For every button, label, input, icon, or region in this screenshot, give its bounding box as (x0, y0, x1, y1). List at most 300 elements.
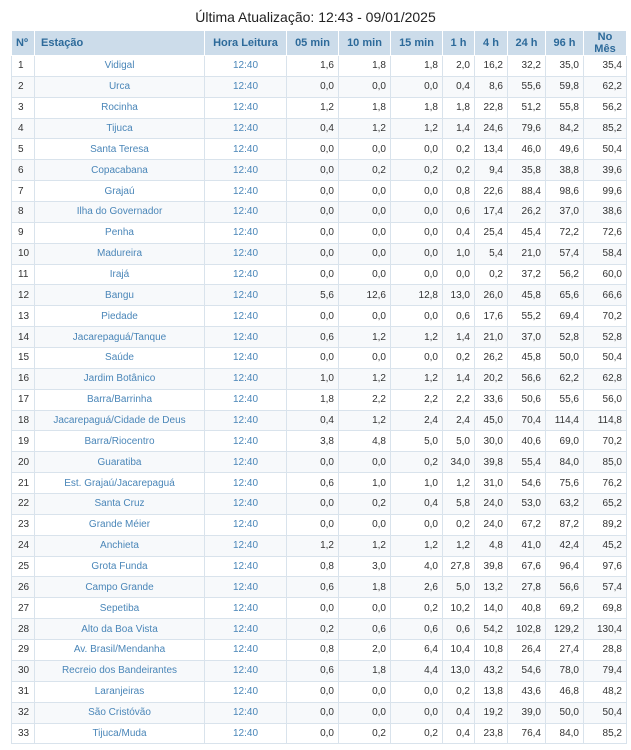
value-1h: 0,6 (443, 202, 475, 223)
value-24h: 67,2 (508, 514, 546, 535)
value-10min: 1,8 (339, 660, 391, 681)
value-5min: 5,6 (287, 285, 339, 306)
value-24h: 40,8 (508, 598, 546, 619)
read-time: 12:40 (205, 327, 287, 348)
value-96h: 69,0 (546, 431, 584, 452)
value-96h: 63,2 (546, 494, 584, 515)
value-5min: 1,6 (287, 56, 339, 77)
value-24h: 51,2 (508, 97, 546, 118)
value-96h: 42,4 (546, 535, 584, 556)
value-10min: 2,2 (339, 389, 391, 410)
value-4h: 39,8 (475, 556, 508, 577)
header-station: Estação (35, 31, 205, 56)
value-96h: 55,8 (546, 97, 584, 118)
value-5min: 0,6 (287, 577, 339, 598)
value-4h: 26,2 (475, 348, 508, 369)
row-number: 8 (12, 202, 35, 223)
table-row (12, 389, 627, 410)
value-96h: 56,2 (546, 264, 584, 285)
value-1h: 2,0 (443, 56, 475, 77)
station-name: Sepetiba (35, 598, 205, 619)
value-96h: 78,0 (546, 660, 584, 681)
read-time: 12:40 (205, 681, 287, 702)
value-1h: 0,2 (443, 514, 475, 535)
value-4h: 39,8 (475, 452, 508, 473)
table-row (12, 118, 627, 139)
value-1h: 13,0 (443, 660, 475, 681)
row-number: 30 (12, 660, 35, 681)
station-name: Campo Grande (35, 577, 205, 598)
value-4h: 43,2 (475, 660, 508, 681)
station-name: Alto da Boa Vista (35, 619, 205, 640)
value-1h: 10,4 (443, 640, 475, 661)
value-5min: 0,6 (287, 473, 339, 494)
row-number: 17 (12, 389, 35, 410)
value-10min: 0,0 (339, 306, 391, 327)
value-4h: 10,8 (475, 640, 508, 661)
station-name: Est. Grajaú/Jacarepaguá (35, 473, 205, 494)
value-5min: 1,0 (287, 368, 339, 389)
row-number: 7 (12, 181, 35, 202)
value-5min: 1,2 (287, 97, 339, 118)
value-5min: 0,0 (287, 348, 339, 369)
value-1h: 1,4 (443, 368, 475, 389)
value-4h: 25,4 (475, 222, 508, 243)
value-15min: 0,0 (391, 702, 443, 723)
table-header-row (12, 31, 627, 56)
table-row (12, 577, 627, 598)
row-number: 24 (12, 535, 35, 556)
value-24h: 45,8 (508, 348, 546, 369)
value-4h: 20,2 (475, 368, 508, 389)
value-month: 85,2 (584, 118, 627, 139)
value-96h: 46,8 (546, 681, 584, 702)
station-name: Copacabana (35, 160, 205, 181)
read-time: 12:40 (205, 202, 287, 223)
read-time: 12:40 (205, 598, 287, 619)
value-10min: 0,2 (339, 494, 391, 515)
value-10min: 0,0 (339, 702, 391, 723)
table-row (12, 598, 627, 619)
station-name: Piedade (35, 306, 205, 327)
value-10min: 0,0 (339, 243, 391, 264)
value-4h: 33,6 (475, 389, 508, 410)
value-4h: 22,6 (475, 181, 508, 202)
value-month: 56,0 (584, 389, 627, 410)
table-row (12, 681, 627, 702)
value-4h: 24,0 (475, 514, 508, 535)
table-row (12, 285, 627, 306)
value-24h: 54,6 (508, 473, 546, 494)
station-name: Laranjeiras (35, 681, 205, 702)
station-name: Recreio dos Bandeirantes (35, 660, 205, 681)
value-10min: 1,2 (339, 535, 391, 556)
value-month: 50,4 (584, 348, 627, 369)
value-month: 85,2 (584, 723, 627, 744)
value-96h: 59,8 (546, 76, 584, 97)
row-number: 33 (12, 723, 35, 744)
value-10min: 0,0 (339, 222, 391, 243)
station-name: Barra/Riocentro (35, 431, 205, 452)
value-4h: 30,0 (475, 431, 508, 452)
value-15min: 0,0 (391, 139, 443, 160)
value-5min: 0,0 (287, 681, 339, 702)
value-24h: 55,6 (508, 76, 546, 97)
value-96h: 57,4 (546, 243, 584, 264)
value-1h: 34,0 (443, 452, 475, 473)
value-month: 62,8 (584, 368, 627, 389)
table-row (12, 640, 627, 661)
table-row (12, 410, 627, 431)
value-1h: 5,0 (443, 577, 475, 598)
value-5min: 0,0 (287, 306, 339, 327)
value-15min: 0,0 (391, 243, 443, 264)
value-4h: 14,0 (475, 598, 508, 619)
row-number: 4 (12, 118, 35, 139)
value-month: 89,2 (584, 514, 627, 535)
value-4h: 22,8 (475, 97, 508, 118)
value-15min: 0,0 (391, 514, 443, 535)
value-month: 58,4 (584, 243, 627, 264)
value-month: 85,0 (584, 452, 627, 473)
value-24h: 67,6 (508, 556, 546, 577)
station-name: São Cristóvão (35, 702, 205, 723)
station-name: Santa Teresa (35, 139, 205, 160)
table-row (12, 306, 627, 327)
value-1h: 5,0 (443, 431, 475, 452)
row-number: 9 (12, 222, 35, 243)
value-10min: 2,0 (339, 640, 391, 661)
station-name: Grajaú (35, 181, 205, 202)
value-5min: 3,8 (287, 431, 339, 452)
value-10min: 1,8 (339, 97, 391, 118)
value-10min: 1,2 (339, 118, 391, 139)
value-month: 97,6 (584, 556, 627, 577)
table-row (12, 202, 627, 223)
value-4h: 21,0 (475, 327, 508, 348)
value-15min: 0,2 (391, 160, 443, 181)
value-month: 69,8 (584, 598, 627, 619)
value-24h: 32,2 (508, 56, 546, 77)
value-10min: 1,2 (339, 410, 391, 431)
value-4h: 13,2 (475, 577, 508, 598)
value-96h: 56,6 (546, 577, 584, 598)
station-name: Anchieta (35, 535, 205, 556)
value-4h: 8,6 (475, 76, 508, 97)
value-15min: 0,0 (391, 202, 443, 223)
value-24h: 46,0 (508, 139, 546, 160)
read-time: 12:40 (205, 514, 287, 535)
row-number: 16 (12, 368, 35, 389)
table-row (12, 97, 627, 118)
value-10min: 0,0 (339, 681, 391, 702)
read-time: 12:40 (205, 473, 287, 494)
value-24h: 102,8 (508, 619, 546, 640)
value-10min: 1,8 (339, 56, 391, 77)
value-month: 76,2 (584, 473, 627, 494)
value-24h: 45,8 (508, 285, 546, 306)
value-15min: 0,0 (391, 76, 443, 97)
value-4h: 13,8 (475, 681, 508, 702)
table-row (12, 535, 627, 556)
value-10min: 0,0 (339, 264, 391, 285)
value-96h: 75,6 (546, 473, 584, 494)
header-1h: 1 h (443, 31, 475, 56)
read-time: 12:40 (205, 723, 287, 744)
value-10min: 3,0 (339, 556, 391, 577)
row-number: 6 (12, 160, 35, 181)
value-5min: 0,0 (287, 76, 339, 97)
value-24h: 41,0 (508, 535, 546, 556)
value-96h: 62,2 (546, 368, 584, 389)
value-month: 79,4 (584, 660, 627, 681)
value-24h: 55,2 (508, 306, 546, 327)
read-time: 12:40 (205, 452, 287, 473)
value-10min: 0,0 (339, 76, 391, 97)
table-row (12, 348, 627, 369)
value-month: 114,8 (584, 410, 627, 431)
station-name: Av. Brasil/Mendanha (35, 640, 205, 661)
value-10min: 12,6 (339, 285, 391, 306)
read-time: 12:40 (205, 389, 287, 410)
value-24h: 54,6 (508, 660, 546, 681)
value-15min: 1,0 (391, 473, 443, 494)
value-5min: 0,0 (287, 723, 339, 744)
row-number: 3 (12, 97, 35, 118)
value-5min: 0,0 (287, 222, 339, 243)
value-15min: 12,8 (391, 285, 443, 306)
row-number: 27 (12, 598, 35, 619)
table-row (12, 139, 627, 160)
value-1h: 1,2 (443, 473, 475, 494)
value-10min: 0,0 (339, 348, 391, 369)
value-24h: 56,6 (508, 368, 546, 389)
row-number: 29 (12, 640, 35, 661)
value-96h: 84,0 (546, 723, 584, 744)
value-15min: 0,0 (391, 306, 443, 327)
station-name: Madureira (35, 243, 205, 264)
value-24h: 50,6 (508, 389, 546, 410)
row-number: 11 (12, 264, 35, 285)
value-15min: 4,0 (391, 556, 443, 577)
value-5min: 0,0 (287, 243, 339, 264)
value-1h: 0,4 (443, 723, 475, 744)
station-name: Jacarepaguá/Tanque (35, 327, 205, 348)
value-96h: 129,2 (546, 619, 584, 640)
value-15min: 0,0 (391, 264, 443, 285)
value-month: 66,6 (584, 285, 627, 306)
table-row (12, 56, 627, 77)
station-name: Tijuca (35, 118, 205, 139)
value-15min: 0,2 (391, 452, 443, 473)
value-96h: 52,8 (546, 327, 584, 348)
read-time: 12:40 (205, 410, 287, 431)
value-15min: 0,0 (391, 222, 443, 243)
value-24h: 35,8 (508, 160, 546, 181)
value-96h: 55,6 (546, 389, 584, 410)
value-5min: 0,0 (287, 264, 339, 285)
table-row (12, 452, 627, 473)
value-1h: 1,4 (443, 327, 475, 348)
header-24h: 24 h (508, 31, 546, 56)
value-15min: 0,4 (391, 494, 443, 515)
row-number: 2 (12, 76, 35, 97)
value-4h: 0,2 (475, 264, 508, 285)
value-month: 70,2 (584, 306, 627, 327)
header-month: No Mês (584, 31, 627, 56)
value-4h: 31,0 (475, 473, 508, 494)
value-96h: 84,2 (546, 118, 584, 139)
table-row (12, 243, 627, 264)
read-time: 12:40 (205, 264, 287, 285)
value-5min: 0,0 (287, 494, 339, 515)
value-96h: 49,6 (546, 139, 584, 160)
value-5min: 0,2 (287, 619, 339, 640)
header-number: Nº (12, 31, 35, 56)
value-4h: 26,0 (475, 285, 508, 306)
value-5min: 0,4 (287, 118, 339, 139)
value-5min: 0,6 (287, 660, 339, 681)
value-4h: 54,2 (475, 619, 508, 640)
value-month: 70,2 (584, 431, 627, 452)
value-24h: 26,2 (508, 202, 546, 223)
value-month: 35,4 (584, 56, 627, 77)
station-name: Jardim Botânico (35, 368, 205, 389)
row-number: 18 (12, 410, 35, 431)
value-15min: 0,2 (391, 598, 443, 619)
row-number: 13 (12, 306, 35, 327)
value-1h: 0,4 (443, 702, 475, 723)
table-row (12, 494, 627, 515)
value-4h: 17,6 (475, 306, 508, 327)
value-1h: 0,2 (443, 139, 475, 160)
read-time: 12:40 (205, 285, 287, 306)
rainfall-table (11, 30, 627, 744)
station-name: Vidigal (35, 56, 205, 77)
read-time: 12:40 (205, 348, 287, 369)
read-time: 12:40 (205, 118, 287, 139)
row-number: 10 (12, 243, 35, 264)
value-5min: 1,2 (287, 535, 339, 556)
table-row (12, 619, 627, 640)
value-4h: 45,0 (475, 410, 508, 431)
read-time: 12:40 (205, 56, 287, 77)
read-time: 12:40 (205, 619, 287, 640)
value-1h: 0,2 (443, 160, 475, 181)
station-name: Bangu (35, 285, 205, 306)
value-96h: 65,6 (546, 285, 584, 306)
page-title: Última Atualização: 12:43 - 09/01/2025 (195, 9, 436, 25)
value-month: 50,4 (584, 139, 627, 160)
value-1h: 0,8 (443, 181, 475, 202)
read-time: 12:40 (205, 640, 287, 661)
value-1h: 0,0 (443, 264, 475, 285)
station-name: Barra/Barrinha (35, 389, 205, 410)
table-row (12, 660, 627, 681)
value-15min: 0,0 (391, 181, 443, 202)
value-24h: 21,0 (508, 243, 546, 264)
value-96h: 69,2 (546, 598, 584, 619)
table-row (12, 327, 627, 348)
read-time: 12:40 (205, 368, 287, 389)
value-15min: 2,2 (391, 389, 443, 410)
station-name: Urca (35, 76, 205, 97)
station-name: Grande Méier (35, 514, 205, 535)
read-time: 12:40 (205, 556, 287, 577)
value-4h: 23,8 (475, 723, 508, 744)
value-96h: 72,2 (546, 222, 584, 243)
row-number: 5 (12, 139, 35, 160)
table-row (12, 514, 627, 535)
value-month: 65,2 (584, 494, 627, 515)
value-24h: 55,4 (508, 452, 546, 473)
header-15min: 15 min (391, 31, 443, 56)
value-4h: 24,6 (475, 118, 508, 139)
row-number: 20 (12, 452, 35, 473)
value-10min: 0,0 (339, 202, 391, 223)
value-15min: 5,0 (391, 431, 443, 452)
table-row (12, 723, 627, 744)
value-1h: 2,4 (443, 410, 475, 431)
value-96h: 69,4 (546, 306, 584, 327)
value-5min: 0,6 (287, 327, 339, 348)
value-5min: 0,4 (287, 410, 339, 431)
value-month: 28,8 (584, 640, 627, 661)
read-time: 12:40 (205, 181, 287, 202)
value-96h: 37,0 (546, 202, 584, 223)
value-4h: 19,2 (475, 702, 508, 723)
value-5min: 0,0 (287, 452, 339, 473)
value-5min: 0,0 (287, 160, 339, 181)
value-month: 48,2 (584, 681, 627, 702)
value-1h: 1,4 (443, 118, 475, 139)
value-24h: 27,8 (508, 577, 546, 598)
value-15min: 2,6 (391, 577, 443, 598)
value-10min: 1,8 (339, 577, 391, 598)
value-24h: 79,6 (508, 118, 546, 139)
read-time: 12:40 (205, 431, 287, 452)
value-1h: 0,4 (443, 222, 475, 243)
station-name: Rocinha (35, 97, 205, 118)
value-96h: 84,0 (546, 452, 584, 473)
value-96h: 50,0 (546, 702, 584, 723)
value-15min: 0,2 (391, 723, 443, 744)
value-10min: 0,2 (339, 160, 391, 181)
value-15min: 1,2 (391, 327, 443, 348)
header-4h: 4 h (475, 31, 508, 56)
table-row (12, 473, 627, 494)
row-number: 19 (12, 431, 35, 452)
row-number: 31 (12, 681, 35, 702)
read-time: 12:40 (205, 97, 287, 118)
value-month: 56,2 (584, 97, 627, 118)
station-name: Penha (35, 222, 205, 243)
value-5min: 1,8 (287, 389, 339, 410)
row-number: 15 (12, 348, 35, 369)
value-month: 130,4 (584, 619, 627, 640)
read-time: 12:40 (205, 76, 287, 97)
read-time: 12:40 (205, 577, 287, 598)
value-10min: 0,0 (339, 139, 391, 160)
value-10min: 0,0 (339, 598, 391, 619)
read-time: 12:40 (205, 660, 287, 681)
row-number: 26 (12, 577, 35, 598)
value-24h: 37,0 (508, 327, 546, 348)
value-15min: 4,4 (391, 660, 443, 681)
value-96h: 50,0 (546, 348, 584, 369)
value-month: 72,6 (584, 222, 627, 243)
header-5min: 05 min (287, 31, 339, 56)
